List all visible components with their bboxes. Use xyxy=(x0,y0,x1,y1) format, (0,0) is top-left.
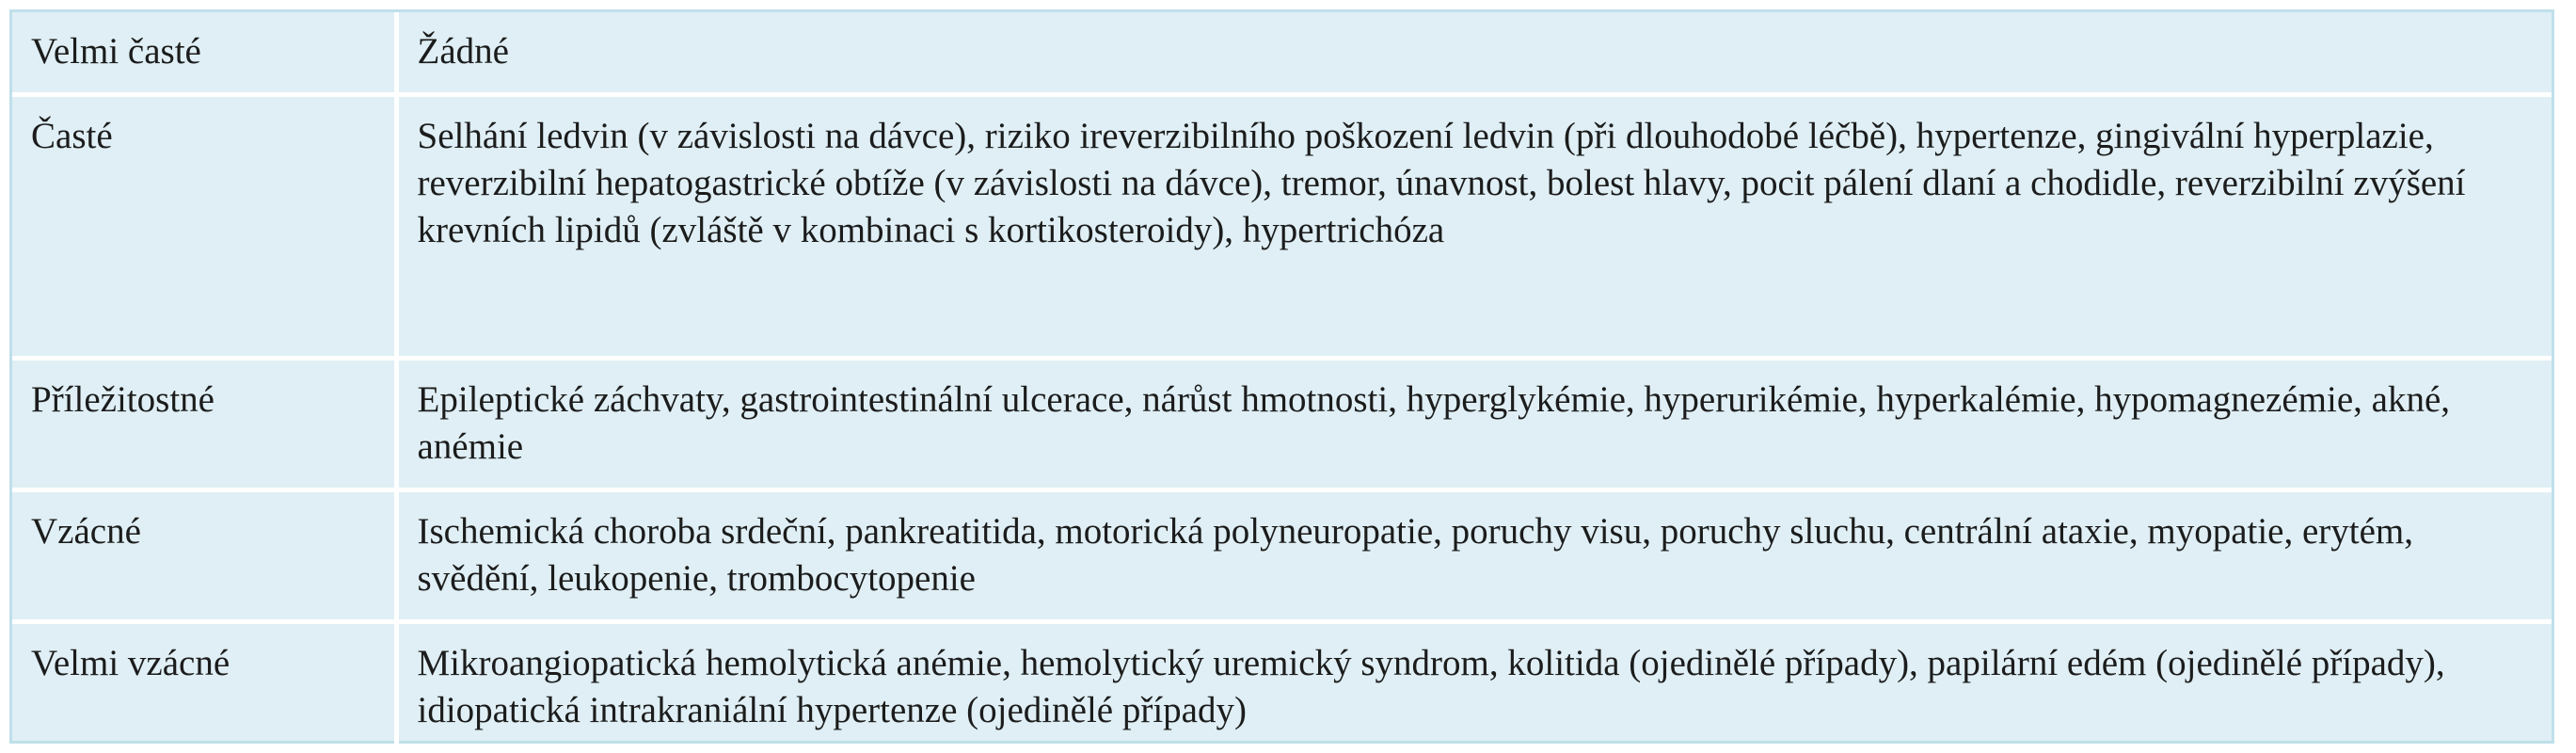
frequency-cell: Příležitostné xyxy=(12,358,396,489)
effects-cell: Epileptické záchvaty, gastrointestinální ulcerace, nárůst hmotnosti, hyperglykémie, hyperurikémie, hyperkalémie, hypomagnezémie, akné, anémie xyxy=(396,358,2552,489)
table-row xyxy=(12,621,2552,747)
effects-cell: Žádné xyxy=(396,12,2552,94)
table-row xyxy=(12,489,2552,621)
table-row xyxy=(12,12,2552,94)
effects-cell: Selhání ledvin (v závislosti na dávce), riziko ireverzibilního poškození ledvin (při dlouhodobé léčbě), hypertenze, gingivální hyperplazie, reverzibilní hepatogastrické obtíže (v závislosti na dávce), tremor, únavnost, bolest hlavy, pocit pálení dlaní a chodidle, reverzibilní zvýšení krevních lipidů (zvláště v kombinaci s kortikosteroidy), hypertrichóza xyxy=(396,94,2552,358)
frequency-cell: Vzácné xyxy=(12,489,396,621)
table-row xyxy=(12,358,2552,489)
effects-cell: Ischemická choroba srdeční, pankreatitida, motorická polyneuropatie, poruchy visu, poruchy sluchu, centrální ataxie, myopatie, erytém, svědění, leukopenie, trombocytopenie xyxy=(396,489,2552,621)
side-effects-table xyxy=(12,12,2552,747)
frequency-cell: Velmi časté xyxy=(31,31,201,72)
frequency-cell: Časté xyxy=(12,94,396,358)
table-row xyxy=(12,94,2552,358)
effects-cell: Mikroangiopatická hemolytická anémie, hemolytický uremický syndrom, kolitida (ojedinělé případy), papilární edém (ojedinělé případy), idiopatická intrakraniální hypertenze (ojedinělé případy) xyxy=(396,621,2552,747)
side-effects-table-frame xyxy=(9,9,2554,744)
frequency-cell: Velmi vzácné xyxy=(12,621,396,747)
